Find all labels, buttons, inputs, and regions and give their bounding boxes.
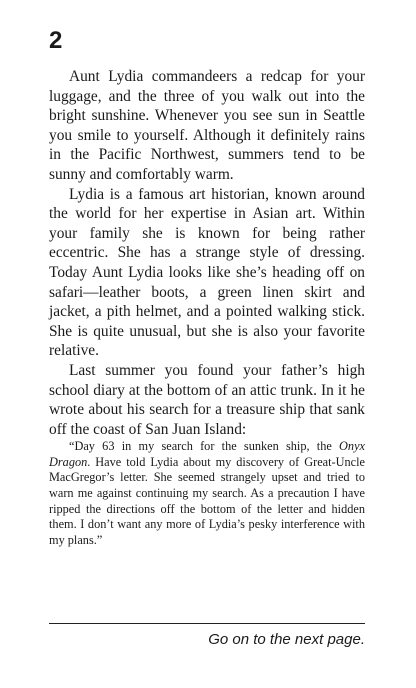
ship-name: Onyx Dragon	[49, 439, 365, 469]
footer-divider	[49, 623, 365, 624]
paragraph-aunt-lydia: Lydia is a famous art historian, known around the world for her expertise in Asian art. Within your family she is known for being rather eccentric. She has a strange style of dressing. Today Aunt Lydia looks like she’s heading off on safari—leather boots, a green linen skirt and jacket, a pith helmet, and a pointed walking stick. She is quite unusual, but she is also your favorite relative.	[49, 185, 365, 360]
diary-quote	[49, 439, 365, 548]
story-text	[49, 67, 365, 548]
next-page-instruction: Go on to the next page.	[208, 631, 365, 648]
page-number: 2	[49, 27, 63, 54]
paragraph-diary: Last summer you found your father’s high school diary at the bottom of an attic trunk. In it he wrote about his search for a treasure ship that sank off the coast of San Juan Island:	[49, 361, 365, 438]
quote-text-end: . Have told Lydia about my discovery of Great-Uncle MacGregor’s letter. She seemed strangely upset and tried to warn me against continuing my search. As a precaution I have ripped the directions off the bottom of the letter and hidden them. I don’t want any more of Lydia’s pesky interference with my plans.”	[49, 454, 365, 547]
paragraph-arrival: Aunt Lydia commandeers a redcap for your luggage, and the three of you walk out into the bright sunshine. Whenever you see sun in Seattle you smile to yourself. Although it definitely rains in the Pacific Northwest, summers tend to be sunny and comfortably warm.	[49, 68, 365, 183]
quote-text-start: “Day 63 in my search for the sunken ship, the	[69, 439, 340, 454]
